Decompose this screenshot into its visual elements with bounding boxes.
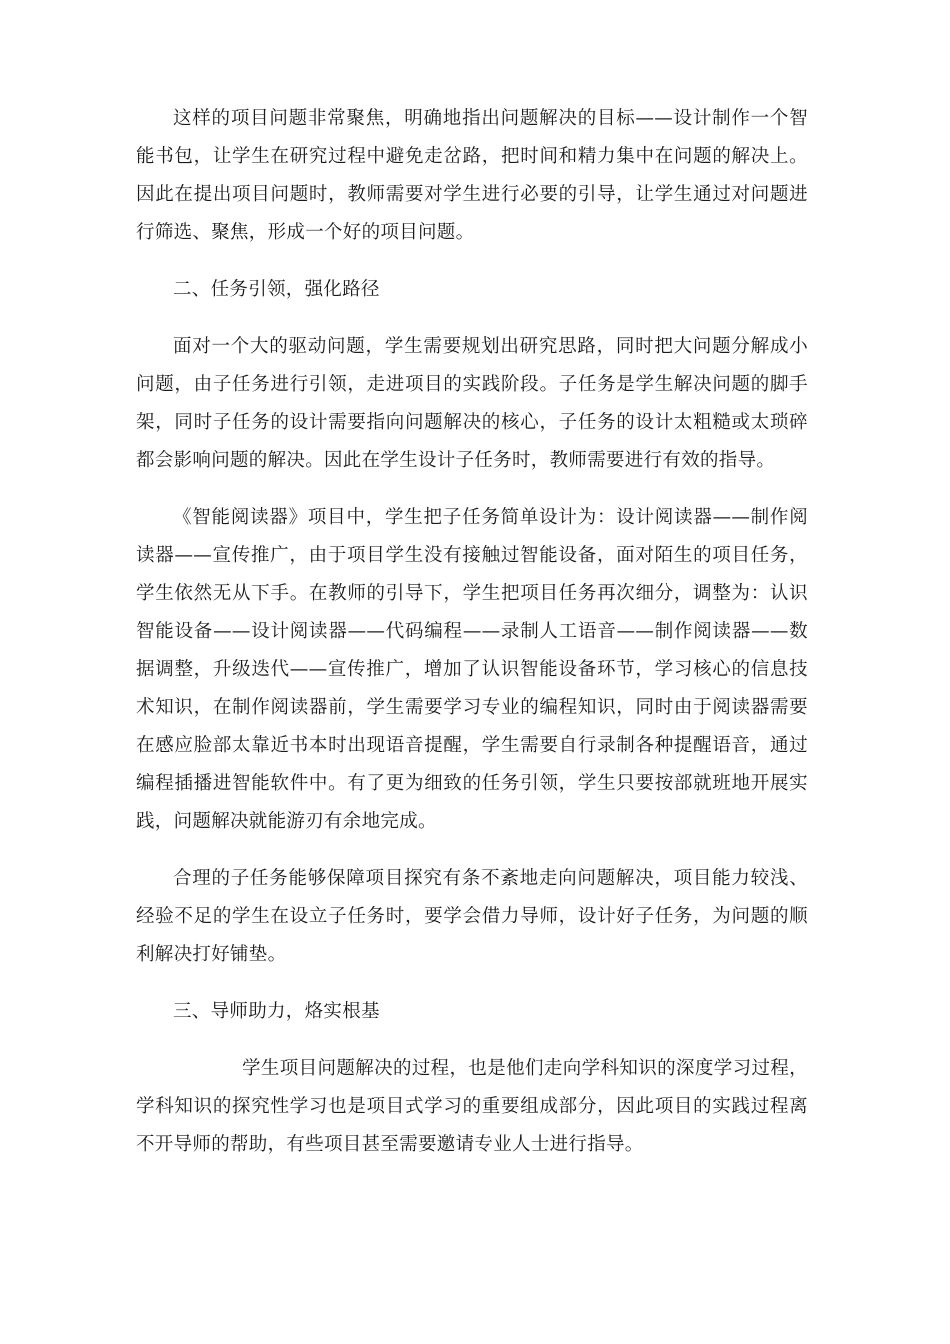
paragraph-1: 这样的项目问题非常聚焦，明确地指出问题解决的目标——设计制作一个智能书包，让学生在研究过程中避免走岔路，把时间和精力集中在问题的解决上。因此在提出项目问题时，教师需要对学生进行必要的引导，让学生通过对问题进行筛选、聚焦，形成一个好的项目问题。 — [136, 108, 808, 243]
paragraph-5: 学生项目问题解决的过程，也是他们走向学科知识的深度学习过程，学科知识的探究性学习也是项目式学习的重要组成部分，因此项目的实践过程离不开导师的帮助，有些项目甚至需要邀请专业人士进行指导。 — [136, 1058, 808, 1155]
section-heading-2: 二、任务引领，强化路径 — [173, 279, 380, 300]
paragraph-2: 面对一个大的驱动问题，学生需要规划出研究思路，同时把大问题分解成小问题，由子任务进行引领，走进项目的实践阶段。子任务是学生解决问题的脚手架，同时子任务的设计需要指向问题解决的核心，子任务的设计太粗糙或太琐碎都会影响问题的解决。因此在学生设计子任务时，教师需要进行有效的指导。 — [136, 336, 808, 471]
document-page — [136, 100, 808, 1164]
paragraph-4: 合理的子任务能够保障项目探究有条不紊地走向问题解决，项目能力较浅、经验不足的学生在设立子任务时，要学会借力导师，设计好子任务，为问题的顺利解决打好铺垫。 — [136, 868, 808, 965]
paragraph-3: 《智能阅读器》项目中，学生把子任务简单设计为：设计阅读器——制作阅读器——宣传推广，由于项目学生没有接触过智能设备，面对陌生的项目任务，学生依然无从下手。在教师的引导下，学生把项目任务再次细分，调整为：认识智能设备——设计阅读器——代码编程——录制人工语音——制作阅读器——数据调整，升级迭代——宣传推广，增加了认识智能设备环节，学习核心的信息技术知识，在制作阅读器前，学生需要学习专业的编程知识，同时由于阅读器需要在感应脸部太靠近书本时出现语音提醒，学生需要自行录制各种提醒语音，通过编程插播进智能软件中。有了更为细致的任务引领，学生只要按部就班地开展实践，问题解决就能游刃有余地完成。 — [136, 507, 808, 832]
section-heading-3: 三、导师助力，烙实根基 — [173, 1001, 380, 1022]
